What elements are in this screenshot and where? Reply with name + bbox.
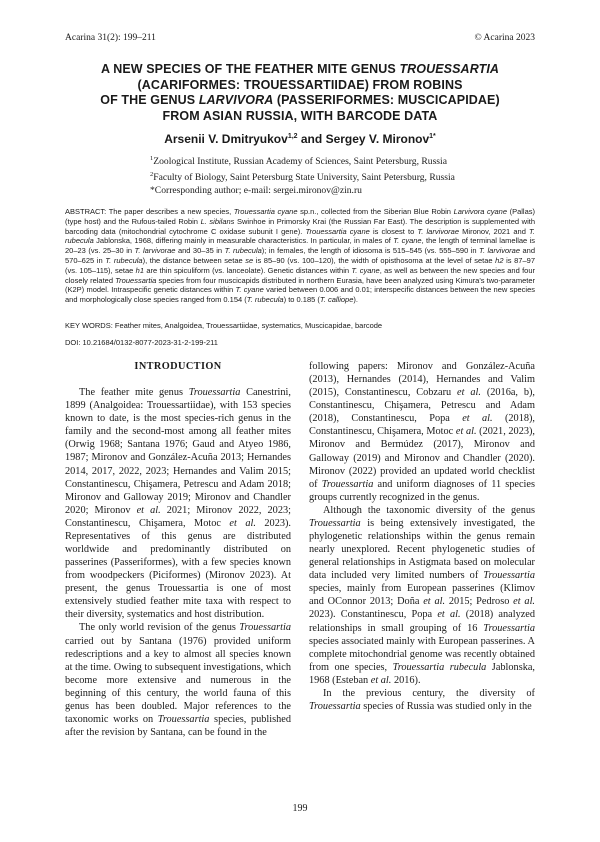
abstract-text: ), the distance between setae <box>142 255 246 265</box>
abstract-taxon: Trouessartia <box>115 275 157 285</box>
paragraph-text: Jablonska, 1968 (Esteban <box>309 661 535 686</box>
paragraph-text: carried out by Santana (1976) provided uniform redescriptions and a key to almost all species known at the time. Owing to subsequent investigations, which become more extensive and numerous in the beginning of this century, the world fauna of this genus has been doubled. Major references to the taxonomic works on <box>65 635 291 726</box>
abstract-text: species from four muscicapids distributed in northern Eurasia, have been analyzed using Kimura's two-parameter (K2P) model. Intraspecific genetic distances within <box>65 275 535 295</box>
abstract-taxon: L. sibilans <box>200 216 235 226</box>
title-text: (PASSERIFORMES: MUSCICAPIDAE) <box>273 93 500 107</box>
column-left <box>65 360 291 739</box>
abstract-text: is 85–90 (vs. 100–120), the width of opisthosoma at the level of setae <box>253 255 496 265</box>
author-affiliation-mark: 1,2 <box>287 133 298 140</box>
paragraph-italic: et al. <box>513 596 536 608</box>
abstract-text: Swinhoe in Primorsky Krai (the Russian Far East). The description is supplemented with barcoding data (mitochondrial cytochrome C oxidase subunit I gene). <box>65 216 536 236</box>
abstract-text: and 570–625 in <box>65 246 535 265</box>
abstract-taxon: T. rubecula <box>65 226 535 246</box>
abstract-text: , the length of terminal lamellae is 20–23 (vs. 25–30 in <box>65 236 536 256</box>
title-genus: TROUESSARTIA <box>399 62 500 76</box>
affiliations <box>150 153 455 198</box>
abstract-text: and 30–35 in <box>175 246 225 256</box>
abstract-taxon: T. cyane <box>235 285 264 295</box>
paragraph-italic: Trouessartia <box>188 387 241 399</box>
author-separator: and <box>297 132 326 146</box>
doi-label: DOI: <box>65 338 83 347</box>
paragraph-italic: Trouessartia <box>239 622 291 634</box>
paragraph-text: (2018) analyzed relationships in small grouping of 16 <box>309 609 536 634</box>
abstract-seta: h1 <box>135 265 145 275</box>
paragraph-italic: et al. <box>423 596 446 608</box>
abstract-taxon: T. cyane <box>393 236 422 246</box>
paragraph <box>309 504 535 687</box>
affiliation-1 <box>150 153 455 169</box>
abstract-taxon: T. cyane <box>351 265 380 275</box>
paragraph-text: In the previous century, the diversity of <box>323 687 535 699</box>
page-number: 199 <box>292 803 308 814</box>
abstract <box>65 207 535 305</box>
column-right <box>309 360 535 713</box>
paragraph-italic: et al. <box>136 504 161 516</box>
paragraph-text: following papers: Mironov and González-Acuña (2013), Hernandes (2014), Hernandes and Valim (2015), Constantinescu, Cobzaru <box>309 361 535 399</box>
paragraph-italic: Trouessartia rubecula <box>392 661 487 673</box>
paragraph <box>309 687 535 713</box>
title-text: A NEW SPECIES OF THE FEATHER MITE GENUS <box>100 62 400 76</box>
abstract-text: are thin spiculiform (vs. lanceolate). Genetic distances within <box>144 265 352 275</box>
abstract-text: ); in females, the length of idiosoma is 515–545 (vs. 555–590 in <box>261 246 480 256</box>
author-name: Arsenii V. Dmitryukov <box>164 132 288 146</box>
author-name: Sergey V. Mironov <box>325 132 430 146</box>
paragraph-italic: Trouessartia <box>483 622 535 634</box>
paragraph-text: 2015; Pedroso <box>445 596 514 608</box>
paragraph-text: 2023). Representatives of this genus are distributed worldwide and predominantly distributed on passerines (Passeriformes), with a few species known from woodpeckers (Piciformes) (Mironov 2023). At present, the genus Trouessartia is one of most extensively studied feather mite taxa with respect to their diversity, systematics and host distribution. <box>65 517 291 621</box>
abstract-seta: h2 <box>495 255 504 265</box>
abstract-seta: se <box>245 255 254 265</box>
paragraph-text: The feather mite genus <box>79 387 189 399</box>
paragraph-text: Although the taxonomic diversity of the genus <box>323 504 535 516</box>
affiliation-text: Faculty of Biology, Saint Petersburg State University, Saint Petersburg, Russia <box>153 172 455 184</box>
title-text: FROM ASIAN RUSSIA, WITH BARCODE DATA <box>162 108 438 123</box>
paragraph-italic: et al. <box>370 674 392 686</box>
paragraph-text: species associated mainly with European passerines. A complete mitochondrial genome was recently obtained from one species, <box>309 635 535 673</box>
abstract-taxon: T. larvivorae <box>417 226 460 236</box>
title-text: (ACARIFORMES: TROUESSARTIIDAE) FROM ROBINS <box>137 77 463 92</box>
abstract-text: ). <box>353 295 358 305</box>
abstract-taxon: T. larvivorae <box>134 246 176 256</box>
keywords <box>65 321 535 330</box>
title-genus: LARVIVORA <box>198 93 274 107</box>
abstract-taxon: T. rubecula <box>246 295 284 305</box>
corresponding-author: *Corresponding author; e-mail: sergei.mironov@zin.ru <box>150 184 362 196</box>
paragraph-text: species of Russia was studied only in the <box>360 701 532 713</box>
affiliation-mark: 2 <box>150 170 154 178</box>
paragraph-text: 2021; Mironov 2022, 2023; Constantinescu, Chişamera, Motoc <box>65 504 291 529</box>
paragraph-text: is being extensively investigated, the phylogenetic relationships within the genus remain nearly unexplored. Recent phylogenetic studies of general relationships in Astigmata based on molecular data included very limited numbers of <box>309 517 535 582</box>
paragraph-text: (2016a, b), Constantinescu, Chişamera, Petrescu and Adam (2018), Constantinescu, Popa <box>309 387 536 425</box>
paragraph-text: species, mainly from European passerines (Klimov and OConnor 2013; Doña <box>309 583 535 608</box>
abstract-taxon: T. calliope <box>319 295 354 305</box>
keywords-label: KEY WORDS: <box>65 321 115 330</box>
abstract-text: (Pallas) (type host) and the Rufous-tailed Robin <box>65 207 535 226</box>
section-heading: INTRODUCTION <box>134 361 222 372</box>
paragraph-italic: et al. <box>437 609 461 621</box>
abstract-taxon: T. larvivorae <box>479 246 521 256</box>
copyright-notice: © Acarina 2023 <box>474 33 535 43</box>
abstract-text: varied between 0.006 and 0.01; interspecific distances between the new species and morphologically close species ranged from 0.154 ( <box>65 285 536 305</box>
author-affiliation-mark: 1* <box>429 133 436 140</box>
abstract-text: is closest to <box>369 226 418 236</box>
affiliation-mark: 1 <box>150 155 154 162</box>
paragraph-text: 2016). <box>391 674 421 686</box>
paragraph-italic: et al. <box>462 413 493 425</box>
paragraph-text: Canestrini, 1899 (Analgoidea: Trouessartiidae), with 153 species known to date, is the most species-rich genus in the family and the second-most among all feather mites (Orwig 1968; Santana 1976; Gaud and Atyeo 1986, 1987; Mironov and González-Acuña 2013; Hernandes 2014, 2017, 2022, 2023; Hernandes and Valim 2015; Constantinescu, Chişamera, Petrescu and Adam 2018; Mironov and Galloway 2019; Mironov and Chandler 2020; Mironov <box>65 387 291 516</box>
doi <box>65 338 535 347</box>
affiliation-text: Zoological Institute, Russian Academy of Sciences, Saint Petersburg, Russia <box>153 156 447 168</box>
paragraph-italic: et al. <box>229 517 256 529</box>
paragraph-text: (2018), Constantinescu, Chişamera, Motoc <box>309 413 536 438</box>
paragraph-text: The only world revision of the genus <box>79 622 240 634</box>
affiliation-2 <box>150 169 455 185</box>
abstract-taxon: T. rubecula <box>224 246 262 256</box>
paragraph-text: and uniform diagnoses of 11 species groups currently recognized in the genus. <box>309 478 535 503</box>
paragraph <box>65 621 291 739</box>
paragraph-italic: Trouessartia <box>321 478 374 490</box>
paragraph-italic: Trouessartia <box>309 701 361 713</box>
keywords-text: Feather mites, Analgoidea, Trouessartiidae, systematics, Muscicapidae, barcode <box>114 321 383 330</box>
paragraph-text: (2021, 2023), Mironov and Bermúdez (2017), Mironov and Galloway (2019) and Mironov and Chandler (2020). Mironov (2022) provided an updated world checklist of <box>309 426 536 490</box>
abstract-text: The paper describes a new species, <box>108 207 234 216</box>
abstract-text: Mironov, 2021 and <box>459 226 530 236</box>
title-text: OF THE GENUS <box>100 93 199 107</box>
running-header <box>65 33 535 47</box>
author-list <box>60 132 540 146</box>
abstract-taxon: T. rubecula <box>105 255 143 265</box>
abstract-text: , as well as between the new species and four closely related <box>65 265 536 285</box>
paragraph-italic: Trouessartia <box>309 517 361 529</box>
paragraph <box>309 360 535 504</box>
paragraph-italic: et al. <box>457 387 481 399</box>
doi-link[interactable]: 10.21684/0132-8077-2023-31-2-199-211 <box>82 338 218 347</box>
paragraph-text: species, published after the revision by Santana, can be found in the <box>65 714 292 739</box>
abstract-label: ABSTRACT: <box>65 207 109 216</box>
paragraph-text: 2023). Constantinescu, Popa <box>309 609 438 621</box>
article-title <box>60 62 540 124</box>
abstract-taxon: Larvivora cyane <box>453 207 507 216</box>
abstract-text: ) to 0.185 ( <box>283 295 320 305</box>
abstract-taxon: Trouessartia cyane <box>305 226 370 236</box>
paragraph <box>65 386 291 621</box>
abstract-text: is 87–97 (vs. 105–115), setae <box>65 255 535 275</box>
abstract-taxon: Trouessartia cyane <box>233 207 298 216</box>
abstract-text: sp.n., collected from the Siberian Blue Robin <box>297 207 454 216</box>
journal-citation: Acarina 31(2): 199–211 <box>65 33 156 43</box>
abstract-text: Jablonska, 1968, differing mainly in measurable characteristics. In particular, in males of <box>93 236 394 246</box>
paragraph-italic: Trouessartia <box>483 570 535 582</box>
paragraph-italic: et al. <box>455 426 477 438</box>
paragraph-italic: Trouessartia <box>157 714 210 726</box>
